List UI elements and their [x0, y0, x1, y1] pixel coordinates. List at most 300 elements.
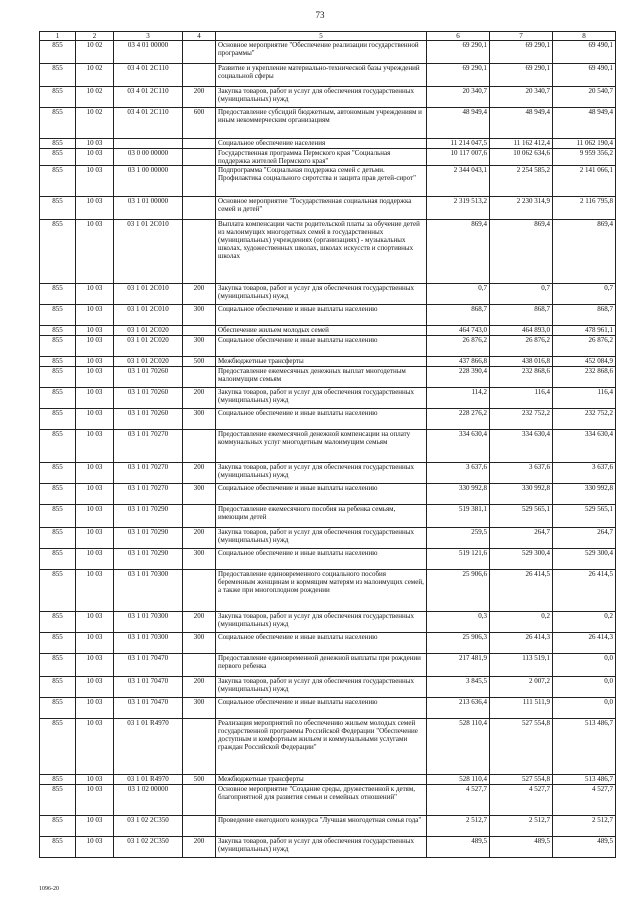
col-expense-type [183, 326, 216, 336]
header-row [40, 32, 616, 41]
col-section: 10 03 [76, 149, 114, 166]
col-target: 03 1 01 2С010 [114, 284, 183, 305]
table-row [40, 463, 616, 484]
col-name: Межбюджетные трансферты [216, 357, 427, 367]
table-row [40, 197, 616, 220]
col-year-3: 116,4 [553, 388, 616, 409]
table-row [40, 357, 616, 367]
col-expense-type: 500 [183, 775, 216, 785]
col-year-3: 11 062 190,4 [553, 139, 616, 149]
col-target: 03 1 01 70470 [114, 677, 183, 698]
col-year-2: 438 016,8 [490, 357, 553, 367]
col-section: 10 02 [76, 41, 114, 64]
table-row [40, 816, 616, 837]
col-year-2: 2 254 585,2 [490, 166, 553, 197]
col-section: 10 03 [76, 484, 114, 505]
col-ministry: 855 [40, 612, 76, 633]
header-cell: 1 [40, 32, 76, 41]
col-target: 03 4 01 00000 [114, 41, 183, 64]
col-ministry: 855 [40, 64, 76, 87]
col-year-2: 3 637,6 [490, 463, 553, 484]
col-year-3: 20 540,7 [553, 87, 616, 108]
col-year-3: 3 637,6 [553, 463, 616, 484]
col-target: 03 1 01 2С020 [114, 326, 183, 336]
col-section: 10 03 [76, 367, 114, 388]
col-ministry: 855 [40, 549, 76, 570]
col-ministry: 855 [40, 463, 76, 484]
col-expense-type: 300 [183, 549, 216, 570]
col-name: Основное мероприятие "Государственная социальная поддержка семей и детей" [216, 197, 427, 220]
col-year-1: 519 381,1 [427, 505, 490, 528]
col-name: Социальное обеспечение населения [216, 139, 427, 149]
col-section: 10 03 [76, 633, 114, 654]
col-name: Подпрограмма "Социальная поддержка семей с детьми. Профилактика социального сиротства и защита прав детей-сирот" [216, 166, 427, 197]
col-section: 10 03 [76, 654, 114, 677]
col-expense-type: 200 [183, 463, 216, 484]
col-year-2: 489,5 [490, 837, 553, 858]
col-year-1: 25 906,6 [427, 570, 490, 612]
col-target: 03 1 01 70270 [114, 463, 183, 484]
col-expense-type: 300 [183, 633, 216, 654]
col-ministry: 855 [40, 388, 76, 409]
col-target: 03 1 01 R4970 [114, 775, 183, 785]
col-target: 03 1 01 70270 [114, 484, 183, 505]
col-expense-type: 200 [183, 612, 216, 633]
table-row [40, 326, 616, 336]
col-year-1: 4 527,7 [427, 785, 490, 816]
header-cell: 6 [427, 32, 490, 41]
col-ministry: 855 [40, 336, 76, 357]
col-target: 03 1 02 2С350 [114, 816, 183, 837]
col-year-2: 869,4 [490, 220, 553, 284]
col-section: 10 03 [76, 612, 114, 633]
table-row [40, 837, 616, 858]
col-section: 10 03 [76, 505, 114, 528]
col-name: Социальное обеспечение и иные выплаты населению [216, 409, 427, 430]
col-year-2: 20 340,7 [490, 87, 553, 108]
col-year-2: 334 630,4 [490, 430, 553, 463]
col-year-1: 20 340,7 [427, 87, 490, 108]
col-section: 10 03 [76, 220, 114, 284]
header-cell: 4 [183, 32, 216, 41]
col-section: 10 03 [76, 166, 114, 197]
col-ministry: 855 [40, 139, 76, 149]
col-year-2: 330 992,8 [490, 484, 553, 505]
col-year-1: 11 214 047,5 [427, 139, 490, 149]
table-row [40, 64, 616, 87]
table-row [40, 484, 616, 505]
col-year-3: 264,7 [553, 528, 616, 549]
col-ministry: 855 [40, 677, 76, 698]
col-ministry: 855 [40, 284, 76, 305]
col-expense-type: 200 [183, 837, 216, 858]
col-year-1: 69 290,1 [427, 64, 490, 87]
col-year-3: 513 486,7 [553, 775, 616, 785]
table-row [40, 367, 616, 388]
col-expense-type: 500 [183, 357, 216, 367]
col-year-2: 0,7 [490, 284, 553, 305]
table-row [40, 698, 616, 719]
table-row [40, 528, 616, 549]
col-year-1: 259,5 [427, 528, 490, 549]
page-number: 73 [315, 10, 325, 20]
col-year-3: 0,7 [553, 284, 616, 305]
col-year-2: 2 230 314,9 [490, 197, 553, 220]
col-expense-type [183, 816, 216, 837]
table-row [40, 41, 616, 64]
col-section: 10 03 [76, 463, 114, 484]
col-year-2: 111 511,9 [490, 698, 553, 719]
col-section: 10 03 [76, 197, 114, 220]
col-ministry: 855 [40, 816, 76, 837]
header-cell: 5 [216, 32, 427, 41]
col-year-1: 0,3 [427, 612, 490, 633]
col-target: 03 1 01 70270 [114, 430, 183, 463]
col-section: 10 03 [76, 284, 114, 305]
col-year-3: 489,5 [553, 837, 616, 858]
table-row [40, 633, 616, 654]
col-year-2: 48 949,4 [490, 108, 553, 139]
col-ministry: 855 [40, 41, 76, 64]
col-ministry: 855 [40, 197, 76, 220]
col-ministry: 855 [40, 719, 76, 775]
table-row [40, 305, 616, 326]
col-ministry: 855 [40, 305, 76, 326]
col-year-2: 26 414,3 [490, 633, 553, 654]
col-ministry: 855 [40, 430, 76, 463]
col-year-2: 232 868,6 [490, 367, 553, 388]
col-expense-type [183, 64, 216, 87]
col-year-1: 464 743,0 [427, 326, 490, 336]
col-year-3: 4 527,7 [553, 785, 616, 816]
col-expense-type [183, 139, 216, 149]
col-name: Социальное обеспечение и иные выплаты населению [216, 484, 427, 505]
col-ministry: 855 [40, 570, 76, 612]
col-name: Социальное обеспечение и иные выплаты населению [216, 633, 427, 654]
col-expense-type [183, 197, 216, 220]
col-ministry: 855 [40, 87, 76, 108]
col-ministry: 855 [40, 326, 76, 336]
col-year-1: 437 866,8 [427, 357, 490, 367]
table-row [40, 505, 616, 528]
col-year-3: 9 959 356,2 [553, 149, 616, 166]
col-target [114, 139, 183, 149]
col-year-2: 10 062 634,6 [490, 149, 553, 166]
col-section: 10 03 [76, 305, 114, 326]
col-target: 03 1 01 70470 [114, 698, 183, 719]
col-target: 03 1 02 2С350 [114, 837, 183, 858]
col-expense-type [183, 430, 216, 463]
col-ministry: 855 [40, 149, 76, 166]
col-expense-type [183, 220, 216, 284]
col-section: 10 03 [76, 528, 114, 549]
col-year-3: 26 876,2 [553, 336, 616, 357]
table-row [40, 166, 616, 197]
col-year-1: 2 512,7 [427, 816, 490, 837]
col-name: Выплата компенсации части родительской платы за обучение детей из малоимущих многодетных семей в государственных (муниципальных) учреждениях (организациях) - музыкальных школах, художественных школах, школах искусств и спортивных школах [216, 220, 427, 284]
col-ministry: 855 [40, 654, 76, 677]
col-section: 10 03 [76, 409, 114, 430]
col-name: Закупка товаров, работ и услуг для обеспечения государственных (муниципальных) нужд [216, 284, 427, 305]
table-row [40, 87, 616, 108]
col-year-3: 2 512,7 [553, 816, 616, 837]
col-section: 10 03 [76, 775, 114, 785]
col-name: Основное мероприятие "Обеспечение реализации государственной программы" [216, 41, 427, 64]
col-year-1: 3 637,6 [427, 463, 490, 484]
budget-table [39, 31, 616, 858]
col-ministry: 855 [40, 409, 76, 430]
col-year-3: 26 414,3 [553, 633, 616, 654]
col-year-3: 2 141 066,1 [553, 166, 616, 197]
col-year-2: 11 162 412,4 [490, 139, 553, 149]
col-target: 03 1 01 2С020 [114, 357, 183, 367]
footer-code: 1096-20 [39, 886, 59, 892]
col-expense-type [183, 367, 216, 388]
col-year-1: 228 276,2 [427, 409, 490, 430]
col-name: Проведение ежегодного конкурса "Лучшая многодетная семья года" [216, 816, 427, 837]
col-year-1: 10 117 007,6 [427, 149, 490, 166]
table-row [40, 409, 616, 430]
col-name: Социальное обеспечение и иные выплаты населению [216, 549, 427, 570]
col-year-2: 529 300,4 [490, 549, 553, 570]
col-target: 03 4 01 2С110 [114, 64, 183, 87]
header-cell: 2 [76, 32, 114, 41]
col-year-2: 69 290,1 [490, 64, 553, 87]
col-target: 03 1 01 70260 [114, 409, 183, 430]
col-year-1: 26 876,2 [427, 336, 490, 357]
col-year-1: 2 319 513,2 [427, 197, 490, 220]
col-name: Реализация мероприятий по обеспечению жильем молодых семей государственной программы Российской Федерации "Обеспечение доступным и комфортным жильем и коммунальными услугами граждан Российской Федерации" [216, 719, 427, 775]
col-year-2: 529 565,1 [490, 505, 553, 528]
col-section: 10 03 [76, 549, 114, 570]
col-section: 10 03 [76, 785, 114, 816]
col-target: 03 0 00 00000 [114, 149, 183, 166]
col-name: Предоставление ежемесячного пособия на ребенка семьям, имеющим детей [216, 505, 427, 528]
col-name: Закупка товаров, работ и услуг для обеспечения государственных (муниципальных) нужд [216, 528, 427, 549]
col-target: 03 1 01 70290 [114, 549, 183, 570]
col-year-1: 330 992,8 [427, 484, 490, 505]
table-row [40, 149, 616, 166]
col-year-2: 4 527,7 [490, 785, 553, 816]
col-year-3: 869,4 [553, 220, 616, 284]
col-year-3: 529 300,4 [553, 549, 616, 570]
col-year-1: 528 110,4 [427, 719, 490, 775]
col-name: Предоставление субсидий бюджетным, автономным учреждениям и иным некоммерческим организациям [216, 108, 427, 139]
col-year-3: 69 490,1 [553, 41, 616, 64]
col-ministry: 855 [40, 775, 76, 785]
table-row [40, 430, 616, 463]
col-year-2: 0,2 [490, 612, 553, 633]
col-target: 03 1 00 00000 [114, 166, 183, 197]
col-year-1: 334 630,4 [427, 430, 490, 463]
col-target: 03 1 01 70470 [114, 654, 183, 677]
col-expense-type: 200 [183, 388, 216, 409]
col-name: Предоставление единовременной денежной выплаты при рождении первого ребенка [216, 654, 427, 677]
col-section: 10 03 [76, 719, 114, 775]
table-row [40, 220, 616, 284]
col-section: 10 02 [76, 108, 114, 139]
col-ministry: 855 [40, 785, 76, 816]
col-name: Основное мероприятие "Создание среды, дружественной к детям, благоприятной для развития семьи и семейных отношений" [216, 785, 427, 816]
col-year-3: 48 949,4 [553, 108, 616, 139]
col-ministry: 855 [40, 166, 76, 197]
col-name: Закупка товаров, работ и услуг для обеспечения государственных (муниципальных) нужд [216, 612, 427, 633]
col-expense-type: 300 [183, 698, 216, 719]
col-target: 03 1 01 2С020 [114, 336, 183, 357]
col-year-2: 868,7 [490, 305, 553, 326]
col-ministry: 855 [40, 367, 76, 388]
col-name: Государственная программа Пермского края "Социальная поддержка жителей Пермского края" [216, 149, 427, 166]
col-name: Закупка товаров, работ и услуг для обеспечения государственных (муниципальных) нужд [216, 677, 427, 698]
col-year-3: 868,7 [553, 305, 616, 326]
col-year-3: 529 565,1 [553, 505, 616, 528]
col-year-1: 519 121,6 [427, 549, 490, 570]
col-expense-type [183, 149, 216, 166]
col-year-1: 228 390,4 [427, 367, 490, 388]
table-row [40, 612, 616, 633]
col-year-3: 2 116 795,8 [553, 197, 616, 220]
col-year-1: 3 845,5 [427, 677, 490, 698]
col-target: 03 1 01 70260 [114, 388, 183, 409]
col-year-1: 528 110,4 [427, 775, 490, 785]
col-name: Обеспечение жильем молодых семей [216, 326, 427, 336]
col-target: 03 4 01 2С110 [114, 87, 183, 108]
col-year-3: 0,0 [553, 654, 616, 677]
table-row [40, 284, 616, 305]
col-expense-type: 200 [183, 87, 216, 108]
col-expense-type: 300 [183, 409, 216, 430]
col-year-3: 334 630,4 [553, 430, 616, 463]
col-target: 03 1 02 00000 [114, 785, 183, 816]
col-section: 10 03 [76, 698, 114, 719]
col-expense-type [183, 505, 216, 528]
col-expense-type: 300 [183, 336, 216, 357]
col-year-1: 69 290,1 [427, 41, 490, 64]
col-name: Закупка товаров, работ и услуг для обеспечения государственных (муниципальных) нужд [216, 837, 427, 858]
col-ministry: 855 [40, 505, 76, 528]
col-ministry: 855 [40, 528, 76, 549]
col-year-2: 527 554,8 [490, 775, 553, 785]
col-year-1: 213 636,4 [427, 698, 490, 719]
col-year-3: 513 486,7 [553, 719, 616, 775]
col-name: Предоставление ежемесячной денежной компенсации на оплату коммунальных услуг многодетным малоимущим семьям [216, 430, 427, 463]
col-target: 03 1 01 R4970 [114, 719, 183, 775]
col-section: 10 03 [76, 336, 114, 357]
col-name: Закупка товаров, работ и услуг для обеспечения государственных (муниципальных) нужд [216, 87, 427, 108]
col-target: 03 1 01 2С010 [114, 305, 183, 326]
col-year-2: 26 414,5 [490, 570, 553, 612]
col-expense-type [183, 654, 216, 677]
col-year-2: 26 876,2 [490, 336, 553, 357]
col-year-3: 0,0 [553, 698, 616, 719]
col-year-2: 2 512,7 [490, 816, 553, 837]
col-year-3: 330 992,8 [553, 484, 616, 505]
col-year-3: 478 961,1 [553, 326, 616, 336]
col-year-3: 0,2 [553, 612, 616, 633]
col-section: 10 03 [76, 326, 114, 336]
col-section: 10 03 [76, 388, 114, 409]
col-year-1: 217 481,9 [427, 654, 490, 677]
col-section: 10 03 [76, 837, 114, 858]
col-section: 10 02 [76, 64, 114, 87]
col-year-1: 869,4 [427, 220, 490, 284]
table-row [40, 388, 616, 409]
table-row [40, 654, 616, 677]
col-target: 03 1 01 2С010 [114, 220, 183, 284]
col-year-1: 114,2 [427, 388, 490, 409]
table-row [40, 549, 616, 570]
col-ministry: 855 [40, 484, 76, 505]
col-year-3: 26 414,5 [553, 570, 616, 612]
col-expense-type: 200 [183, 284, 216, 305]
col-year-2: 264,7 [490, 528, 553, 549]
col-ministry: 855 [40, 698, 76, 719]
header-cell: 7 [490, 32, 553, 41]
col-year-1: 25 906,3 [427, 633, 490, 654]
col-year-2: 2 007,2 [490, 677, 553, 698]
col-expense-type [183, 719, 216, 775]
col-name: Закупка товаров, работ и услуг для обеспечения государственных (муниципальных) нужд [216, 388, 427, 409]
col-year-1: 2 344 043,1 [427, 166, 490, 197]
header-cell: 3 [114, 32, 183, 41]
col-target: 03 4 01 2С110 [114, 108, 183, 139]
table-row [40, 108, 616, 139]
col-section: 10 03 [76, 816, 114, 837]
col-ministry: 855 [40, 837, 76, 858]
table-row [40, 336, 616, 357]
col-year-1: 48 949,4 [427, 108, 490, 139]
table-row [40, 775, 616, 785]
col-name: Социальное обеспечение и иные выплаты населению [216, 698, 427, 719]
col-ministry: 855 [40, 633, 76, 654]
col-ministry: 855 [40, 357, 76, 367]
col-name: Развитие и укрепление материально-технической базы учреждений социальной сферы [216, 64, 427, 87]
col-name: Социальное обеспечение и иные выплаты населению [216, 305, 427, 326]
col-expense-type: 200 [183, 677, 216, 698]
col-name: Закупка товаров, работ и услуг для обеспечения государственных (муниципальных) нужд [216, 463, 427, 484]
col-year-3: 69 490,1 [553, 64, 616, 87]
col-expense-type: 300 [183, 484, 216, 505]
table-row [40, 719, 616, 775]
col-expense-type [183, 41, 216, 64]
col-section: 10 03 [76, 139, 114, 149]
col-year-1: 868,7 [427, 305, 490, 326]
col-year-1: 489,5 [427, 837, 490, 858]
col-ministry: 855 [40, 220, 76, 284]
col-year-3: 0,0 [553, 677, 616, 698]
col-section: 10 03 [76, 357, 114, 367]
col-year-2: 69 290,1 [490, 41, 553, 64]
table-row [40, 139, 616, 149]
col-expense-type: 200 [183, 528, 216, 549]
col-name: Межбюджетные трансферты [216, 775, 427, 785]
col-expense-type: 600 [183, 108, 216, 139]
col-section: 10 03 [76, 677, 114, 698]
col-target: 03 1 01 70290 [114, 505, 183, 528]
col-expense-type: 300 [183, 305, 216, 326]
col-ministry: 855 [40, 108, 76, 139]
col-target: 03 1 01 70260 [114, 367, 183, 388]
col-year-1: 0,7 [427, 284, 490, 305]
col-year-2: 527 554,8 [490, 719, 553, 775]
col-expense-type [183, 785, 216, 816]
col-expense-type [183, 570, 216, 612]
col-section: 10 03 [76, 570, 114, 612]
col-year-3: 232 868,6 [553, 367, 616, 388]
table-row [40, 570, 616, 612]
col-year-2: 116,4 [490, 388, 553, 409]
table-row [40, 785, 616, 816]
